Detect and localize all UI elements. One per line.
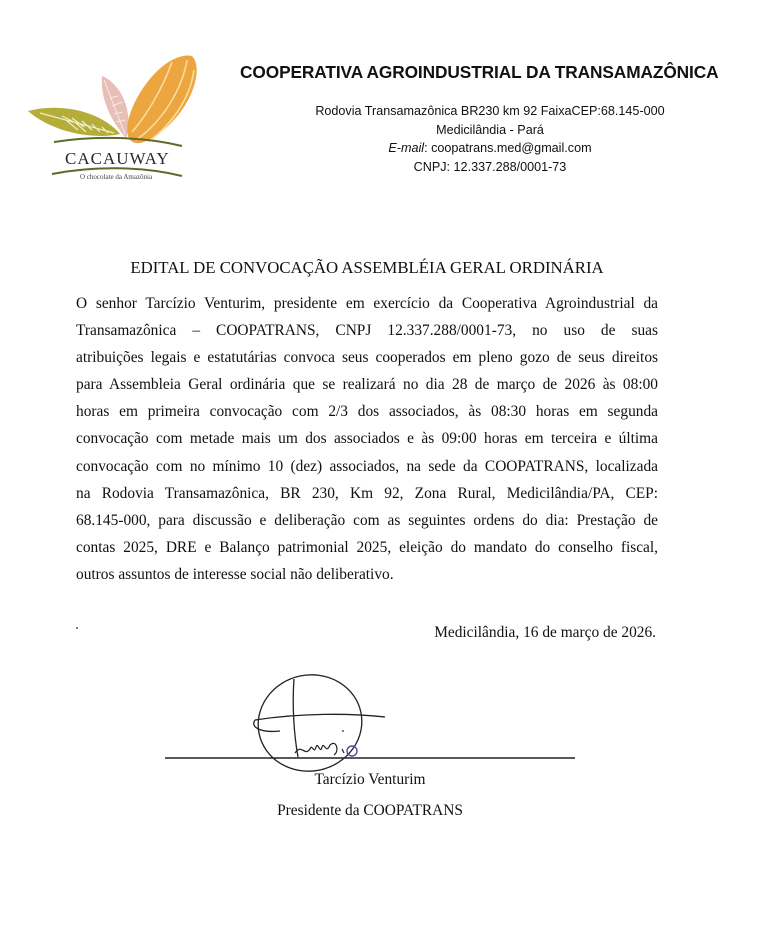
document-body bbox=[76, 290, 658, 588]
organization-name: COOPERATIVA AGROINDUSTRIAL DA TRANSAMAZÔNICA bbox=[240, 62, 719, 82]
body-line: para Assembleia Geral ordinária que se realizará no dia 28 de março de 2026 às 08:00 bbox=[76, 376, 658, 394]
logo-swoosh-top bbox=[54, 138, 182, 146]
logo-brand-name: CACAUWAY bbox=[65, 149, 170, 168]
email-line bbox=[290, 139, 690, 158]
body-line: 68.145-000, para discussão e deliberação com as seguintes ordens do dia: Prestação de bbox=[76, 511, 658, 529]
cacao-leaves-illustration bbox=[22, 50, 202, 190]
body-line: convocação com metade mais um dos associados e às 09:00 horas em terceira e última bbox=[76, 430, 658, 448]
logo-tagline: O chocolate da Amazônia bbox=[80, 173, 153, 181]
body-line: contas 2025, DRE e Balanço patrimonial 2025, eleição do mandato do conselho fiscal, bbox=[76, 538, 658, 556]
body-line: O senhor Tarcízio Venturim, presidente em exercício da Cooperativa Agroindustrial da bbox=[76, 295, 658, 312]
signature-block bbox=[160, 665, 580, 775]
city-line: Medicilândia - Pará bbox=[436, 122, 544, 137]
email-address[interactable]: : coopatrans.med@gmail.com bbox=[424, 141, 592, 155]
body-line: Transamazônica – COOPATRANS, CNPJ 12.337.288/0001-73, no uso de suas bbox=[76, 322, 658, 340]
handwritten-signature bbox=[160, 665, 580, 775]
body-line: atribuições legais e estatutárias convoca seus cooperados em pleno gozo de seus direitos bbox=[76, 349, 658, 367]
signer-role: Presidente da COOPATRANS bbox=[277, 802, 463, 819]
email-label: E-mail bbox=[388, 141, 425, 155]
body-line: na Rodovia Transamazônica, BR 230, Km 92, Zona Rural, Medicilândia/PA, CEP: bbox=[76, 484, 658, 502]
body-line: outros assuntos de interesse social não deliberativo. bbox=[76, 565, 394, 583]
letterhead-contact bbox=[290, 102, 690, 176]
address-line: Rodovia Transamazônica BR230 km 92 FaixaCEP:68.145-000 bbox=[315, 104, 665, 118]
document-title: EDITAL DE CONVOCAÇÃO ASSEMBLÉIA GERAL ORDINÁRIA bbox=[130, 258, 604, 277]
stray-dot bbox=[76, 627, 78, 629]
body-line: convocação com no mínimo 10 (dez) associados, na sede da COOPATRANS, localizada bbox=[76, 457, 658, 475]
body-line: horas em primeira convocação com 2/3 dos associados, às 08:30 horas em segunda bbox=[76, 403, 658, 421]
cnpj-line: CNPJ: 12.337.288/0001-73 bbox=[413, 159, 567, 174]
place-and-date: Medicilândia, 16 de março de 2026. bbox=[434, 624, 656, 641]
cacauway-logo bbox=[22, 50, 202, 190]
signer-name: Tarcízio Venturim bbox=[314, 771, 426, 788]
